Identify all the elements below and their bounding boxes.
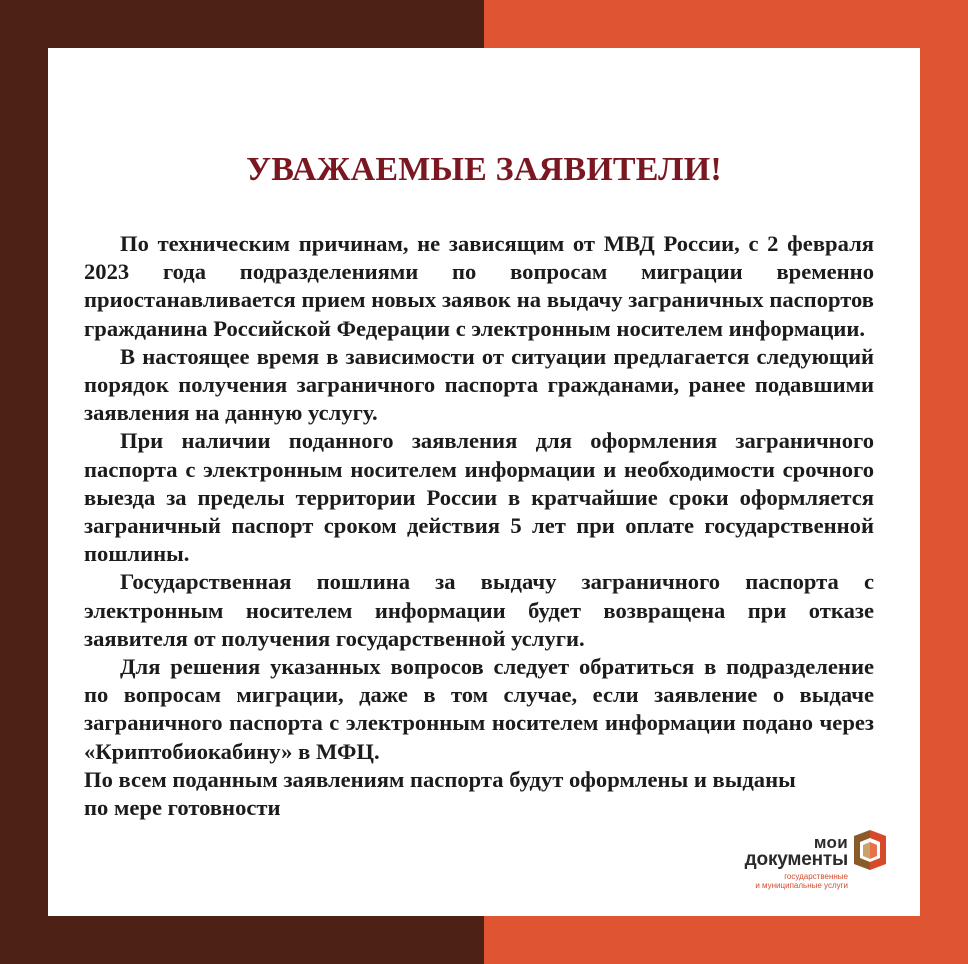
notice-card <box>48 48 920 916</box>
notice-paragraph: Для решения указанных вопросов следует обратиться в подразделение по вопросам миграции, даже в том случае, если заявление о выдаче заграничного паспорта с электронным носителем информации подано через «Криптобиокабину» в МФЦ. <box>84 654 874 764</box>
notice-closing: По всем поданным заявлениям паспорта будут оформлены и выданы по мере готовности <box>84 766 796 821</box>
notice-paragraph: Государственная пошлина за выдачу заграничного паспорта с электронным носителем информации будет возвращена при отказе заявителя от получения государственной услуги. <box>84 569 874 651</box>
logo-subtitle-line1: государственные <box>784 872 848 881</box>
logo-line-moi: мои <box>813 833 848 852</box>
logo-subtitle-line2: и муниципальные услуги <box>755 881 848 890</box>
logo-line-dokumenty: документы <box>744 849 848 870</box>
notice-paragraph: В настоящее время в зависимости от ситуации предлагается следующий порядок получения заграничного паспорта гражданами, ранее подавшими заявления на данную услугу. <box>84 343 874 426</box>
moi-dokumenty-logo <box>730 824 890 896</box>
logo-subtitle <box>755 872 848 890</box>
notice-body <box>84 230 874 822</box>
notice-paragraph: По техническим причинам, не зависящим от МВД России, с 2 февраля 2023 года подразделениями по вопросам миграции временно приостанавливается прием новых заявок на выдачу заграничных паспортов гражданина Российской Федерации с электронным носителем информации. <box>84 231 874 341</box>
notice-paragraph: При наличии поданного заявления для оформления заграничного паспорта с электронным носителем информации и необходимости срочного выезда за пределы территории России в кратчайшие сроки оформляется заграничный паспорт сроком действия 5 лет при оплате государственной пошлины. <box>84 428 874 567</box>
notice-title: УВАЖАЕМЫЕ ЗАЯВИТЕЛИ! <box>246 151 722 188</box>
moi-dokumenty-logo-icon <box>850 826 890 874</box>
